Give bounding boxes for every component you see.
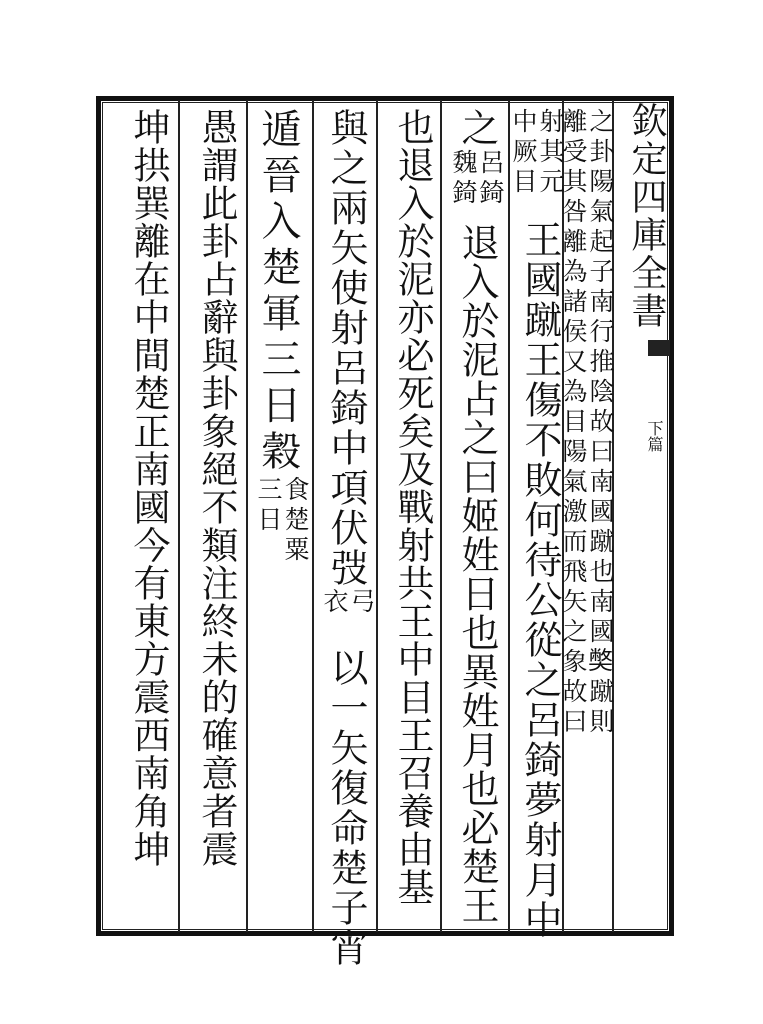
book-title: 欽定四庫全書 bbox=[626, 102, 667, 330]
main-text: 以一矢復命楚子宵 bbox=[324, 648, 368, 968]
text-column bbox=[509, 108, 565, 940]
text-column bbox=[446, 108, 508, 928]
section-note: 下篇 bbox=[645, 420, 664, 452]
commentary-line: 之卦陽氣起子南行推陰故曰南國蹴也南國𡚁蹴則 bbox=[586, 108, 615, 738]
commentary-line: 中厥目 bbox=[509, 108, 538, 198]
main-text: 與之兩矢使射呂錡中項伏弢 bbox=[324, 108, 368, 588]
column-rule bbox=[508, 100, 510, 932]
commentary-line: 食楚粟 bbox=[281, 476, 310, 566]
main-text: 愚謂此卦占辭與卦象絕不類注終未的確意者震 bbox=[195, 108, 238, 868]
commentary-line: 衣 bbox=[320, 588, 349, 618]
commentary-line: 呂錡 bbox=[476, 149, 505, 209]
fishtail-mark bbox=[648, 340, 670, 356]
commentary-inline bbox=[321, 588, 375, 648]
main-text: 遁晉入楚軍三日穀 bbox=[255, 108, 301, 476]
commentary-line: 離受其咎離為諸侯又為目陽氣激而飛矢之象故曰 bbox=[559, 108, 588, 738]
commentary-line: 三日 bbox=[254, 476, 283, 536]
column-rule bbox=[178, 100, 180, 932]
commentary-line: 射其元 bbox=[536, 108, 565, 198]
main-text: 退入於泥占之曰姬姓日也異姓月也必楚王 bbox=[455, 223, 499, 925]
commentary-inline bbox=[509, 108, 565, 220]
commentary-inline bbox=[253, 476, 309, 596]
commentary-line: 魏錡 bbox=[449, 149, 478, 209]
main-text: 也退入於泥亦必死矣及戰射共王中目王召養由基 bbox=[391, 108, 434, 906]
main-text: 王國蹴王傷不敗何待公從之呂錡夢射月中 bbox=[518, 220, 562, 940]
text-column bbox=[318, 108, 378, 968]
main-text: 之 bbox=[455, 108, 499, 149]
main-text: 坤拱巽離在中間楚正南國今有東方震西南角坤 bbox=[127, 108, 170, 868]
column-rule bbox=[312, 100, 314, 932]
commentary-line: 弓 bbox=[347, 588, 376, 618]
commentary-inline bbox=[450, 149, 504, 223]
commentary-column bbox=[559, 108, 615, 738]
text-column bbox=[250, 108, 312, 928]
